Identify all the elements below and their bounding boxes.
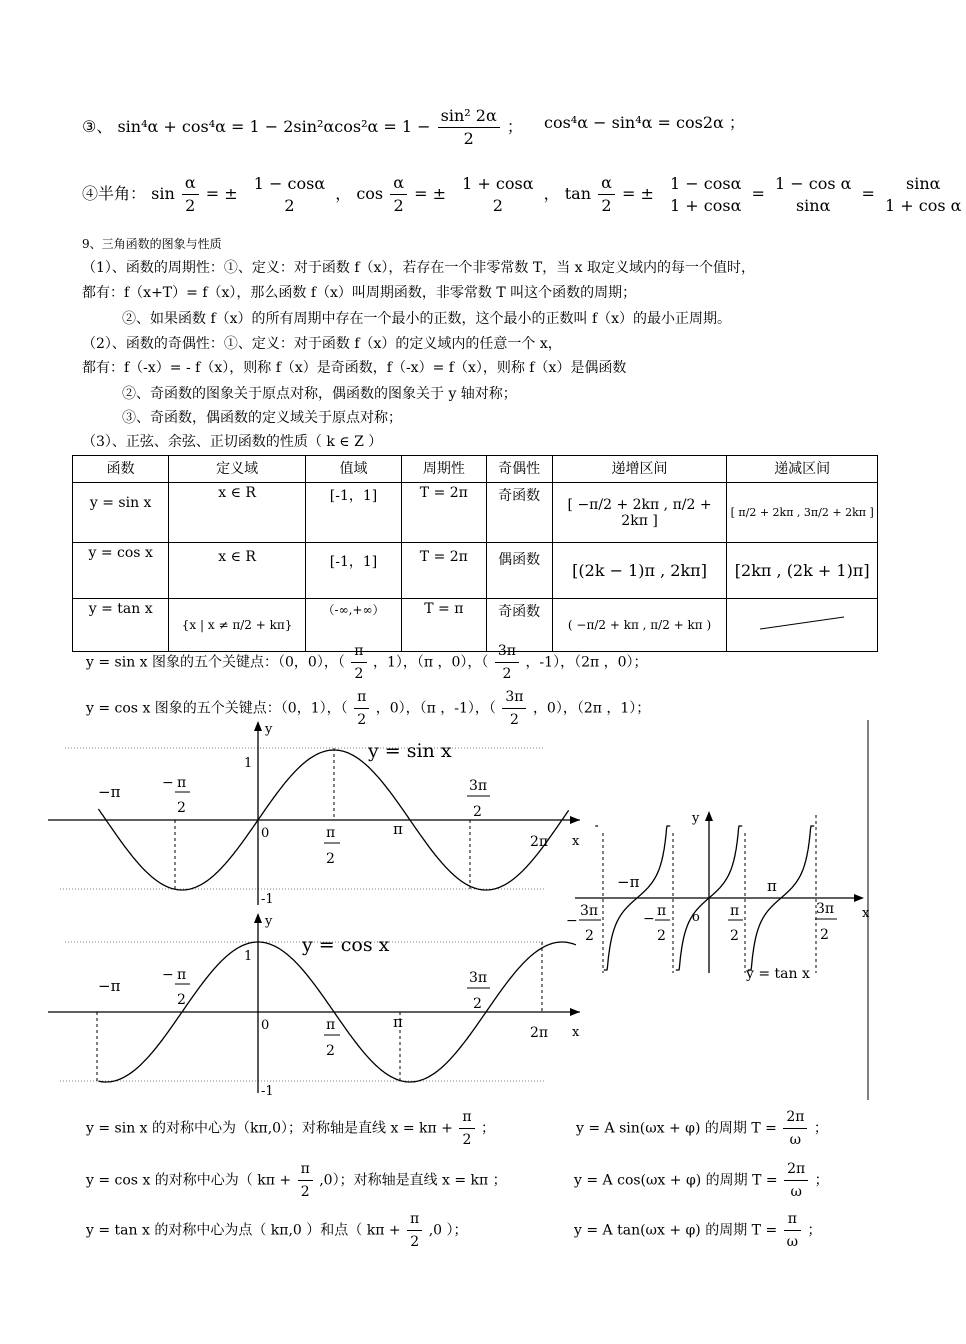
alpha: α	[393, 173, 405, 192]
sin-3pi-den: 2	[473, 804, 482, 820]
sin-zero-label: 0	[261, 826, 270, 841]
tan-neg-half-pi-den: 2	[657, 928, 666, 944]
tan-pi-label: π	[767, 877, 777, 895]
cell-range: [-1，1]	[305, 543, 401, 599]
three-pi: 3π	[505, 689, 524, 705]
pi: π	[357, 689, 367, 705]
cos-y-arrow	[254, 913, 262, 923]
sin-half-pi-den: 2	[326, 851, 335, 867]
eq: =	[751, 184, 765, 203]
sin-2pi-label: 2π	[530, 834, 549, 850]
cos-x-label: x	[572, 1025, 580, 1040]
table-row	[73, 543, 878, 599]
alpha: α	[601, 173, 612, 192]
two: 2	[407, 1230, 422, 1253]
sin-sym-text: y = sin x 的对称中心为（kπ,0）；对称轴是直线 x = kπ +	[86, 1120, 453, 1137]
frac-pi-2	[407, 1208, 422, 1253]
semi: ；	[807, 1222, 822, 1239]
formula-3-rhs: cos⁴α − sin⁴α = cos2α ；	[544, 113, 745, 132]
cos-zero-label: 0	[261, 1018, 270, 1033]
two: 2	[298, 1180, 313, 1203]
header-cell: 递减区间	[727, 456, 878, 483]
para-1: （1）、函数的周期性：①、定义：对于函数 f（x），若存在一个非零常数 T，当 x 取定义域内的每一个值时，	[82, 260, 756, 276]
cell-dec: [ π/2 + 2kπ , 3π/2 + 2kπ ]	[727, 483, 878, 543]
tan-title: y = tan x	[746, 966, 810, 982]
one-plus-cos: 1 + cosα	[462, 173, 534, 193]
two: 2	[390, 194, 407, 217]
two-pi: 2π	[787, 1161, 806, 1177]
two: 2	[492, 195, 503, 215]
cell-dec: [2kπ , (2k + 1)π]	[727, 543, 878, 599]
tan-period	[574, 1208, 822, 1253]
sin-neg-one-label: -1	[261, 892, 274, 907]
table-row	[73, 483, 878, 543]
tan-y-label: y	[692, 811, 700, 826]
pm: = ±	[622, 184, 654, 203]
formula-4-label: ④半角：	[82, 184, 147, 203]
omega: ω	[783, 1128, 807, 1151]
formula-3-label: ③、	[82, 117, 113, 136]
para-2: 都有：f（x+T）= f（x），那么函数 f（x）叫周期函数，非零常数 T 叫这个函数的周期；	[82, 285, 637, 301]
two: 2	[495, 662, 519, 685]
half-tan-rhs1	[667, 173, 744, 217]
tan-3pi-den: 2	[820, 927, 829, 943]
half-cos-rhs	[459, 173, 536, 217]
cos-pi-label: π	[393, 1013, 403, 1031]
sin-graph	[48, 721, 580, 907]
cell-domain: x ∈ R	[169, 483, 306, 543]
pm: = ±	[414, 184, 447, 203]
formula-3-den: 2	[438, 127, 500, 150]
cos-3pi-den: 2	[473, 996, 482, 1012]
cos-half-pi-den: 2	[326, 1043, 335, 1059]
comma: ，	[543, 184, 560, 203]
formula-4	[82, 172, 966, 217]
sin-symmetry	[86, 1106, 495, 1151]
cos-sym-b: ,0）；对称轴是直线 x = kπ ；	[319, 1172, 507, 1189]
tan-x-label: x	[862, 906, 870, 921]
two: 2	[459, 1128, 474, 1151]
cell-parity: 奇函数	[486, 599, 552, 652]
tan-sym-a: y = tan x 的对称中心为点（ kπ,0 ）和点（ kπ +	[86, 1222, 401, 1239]
cos-kp-b: ，0），（2π ，1）；	[532, 700, 651, 717]
para-8: （3）、正弦、余弦、正切函数的性质（ k ∈ Z ）	[82, 434, 383, 450]
tan-neg-3pi-den: 2	[585, 928, 594, 944]
header-cell: 定义域	[169, 456, 306, 483]
cos-neg-one-label: -1	[261, 1084, 274, 1099]
two: 2	[354, 708, 369, 731]
sin-kp-prefix: y = sin x 图象的五个关键点：（0，0），（	[86, 654, 345, 671]
two: 2	[598, 194, 615, 217]
pi: π	[787, 1211, 797, 1227]
cell-parity: 偶函数	[486, 543, 552, 599]
sin-neg-sign: −	[162, 775, 174, 791]
cos-neg-pi-label: −π	[98, 977, 121, 995]
cos-neg-half-pi-den: 2	[177, 992, 186, 1008]
cell-parity: 奇函数	[486, 483, 552, 543]
cos-one-label: 1	[244, 949, 253, 964]
frac-pi-2	[351, 640, 366, 685]
eq: =	[861, 184, 875, 203]
omega: ω	[784, 1230, 801, 1253]
tan-symmetry	[86, 1208, 468, 1253]
sin-x-arrow	[570, 816, 580, 824]
cell-inc: ( −π/2 + kπ , π/2 + kπ )	[552, 599, 727, 652]
sin-period-text: y = A sin(ωx + φ) 的周期 T =	[576, 1120, 777, 1137]
tan-y-arrow	[705, 811, 713, 821]
cos-period	[574, 1158, 829, 1203]
sin-keypoints	[86, 640, 648, 685]
two: 2	[502, 708, 526, 731]
header-cell: 值域	[305, 456, 401, 483]
formula-3	[82, 105, 523, 150]
cell-dec	[727, 599, 878, 652]
header-cell: 周期性	[402, 456, 486, 483]
cos-period-text: y = A cos(ωx + φ) 的周期 T =	[574, 1172, 778, 1189]
cos-sym-a: y = cos x 的对称中心为（ kπ +	[86, 1172, 292, 1189]
tan-neg-sign: −	[566, 913, 578, 929]
formula-3-lhs: sin⁴α + cos⁴α = 1 − 2sin²αcos²α = 1 −	[117, 117, 431, 136]
cell-period: T = 2π	[402, 543, 486, 599]
formula-3-sep: ；	[506, 117, 523, 136]
cos-title: y = cos x	[302, 934, 390, 956]
pi: π	[300, 1161, 310, 1177]
semi: ；	[813, 1120, 828, 1137]
cell-inc: [(2k − 1)π , 2kπ]	[552, 543, 727, 599]
cell-domain: x ∈ R	[169, 543, 306, 599]
half-sin-rhs	[251, 173, 328, 217]
two: 2	[182, 194, 199, 217]
two-pi: 2π	[786, 1109, 805, 1125]
cell-fn: y = sin x	[73, 483, 169, 543]
frac-pi-2	[298, 1158, 313, 1203]
sin-3pi-num: 3π	[469, 778, 488, 794]
half-sin-frac	[182, 172, 199, 217]
cell-fn: y = tan x	[73, 599, 169, 652]
semi: ；	[481, 1120, 496, 1137]
sin-half-pi-num: π	[326, 825, 336, 841]
one-plus-cos: 1 + cos α	[885, 195, 962, 215]
sin-kp-a: ，1），（π ，0），（	[372, 654, 489, 671]
tan-neg-3pi-num: 3π	[580, 903, 599, 919]
sin-y-label: y	[265, 722, 273, 737]
header-cell: 递增区间	[552, 456, 727, 483]
frac-2pi-omega	[783, 1106, 807, 1151]
half-tan-rhs2	[772, 173, 854, 217]
pi: π	[410, 1211, 420, 1227]
cos-3pi-num: 3π	[469, 970, 488, 986]
cell-period: T = 2π	[402, 483, 486, 543]
two: 2	[284, 195, 295, 215]
three-pi: 3π	[497, 643, 516, 659]
half-cos-frac	[390, 172, 407, 217]
two: 2	[351, 662, 366, 685]
frac-2pi-omega	[784, 1158, 808, 1203]
one-minus-cos: 1 − cosα	[253, 173, 326, 193]
tan-half-pi-num: π	[730, 903, 740, 919]
alpha: α	[184, 173, 196, 192]
cos-y-label: y	[265, 914, 273, 929]
half-sin-lhs: sin	[151, 184, 175, 203]
cos-kp-prefix: y = cos x 图象的五个关键点：（0，1），（	[86, 700, 348, 717]
frac-pi-omega	[784, 1208, 801, 1253]
tan-neg-pi-label: −π	[617, 873, 640, 891]
cos-neg-sign: −	[162, 967, 174, 983]
sin-x-label: x	[572, 834, 580, 849]
cell-fn: y = cos x	[73, 543, 169, 599]
sin-alpha: sinα	[795, 195, 831, 215]
cos-half-pi-num: π	[326, 1017, 336, 1033]
tan-sym-b: ,0 ）；	[428, 1222, 468, 1239]
decreasing-line-mark	[752, 611, 852, 635]
header-cell: 奇偶性	[486, 456, 552, 483]
one-minus-cos: 1 − cos α	[774, 173, 852, 193]
pi: π	[354, 643, 364, 659]
cell-range: （-∞,+∞）	[305, 599, 401, 652]
table-header-row	[73, 456, 878, 483]
para-7: ③、奇函数，偶函数的定义域关于原点对称；	[122, 410, 402, 426]
para-5: 都有：f（-x）= - f（x），则称 f（x）是奇函数，f（-x）= f（x），则称 f（x）是偶函数	[82, 360, 627, 376]
sin-neg-pi-label: −π	[98, 783, 121, 801]
sin-neg-half-pi-num: π	[177, 775, 187, 791]
sin-kp-b: ，-1），（2π ，0）；	[525, 654, 648, 671]
sin-y-arrow	[254, 721, 262, 731]
formula-3-num: sin² 2α	[440, 106, 497, 125]
omega: ω	[784, 1180, 808, 1203]
cos-graph	[48, 913, 580, 1099]
section-heading: 9、三角函数的图象与性质	[82, 237, 222, 251]
trig-graphs	[0, 715, 950, 1100]
semi: ；	[814, 1172, 829, 1189]
half-tan-frac	[598, 172, 615, 217]
tan-neg-sign: −	[643, 911, 655, 927]
tan-period-text: y = A tan(ωx + φ) 的周期 T =	[574, 1222, 778, 1239]
comma: ，	[335, 184, 352, 203]
tan-neg-half-pi-num: π	[657, 903, 667, 919]
sin-title: y = sin x	[368, 740, 452, 762]
pm: = ±	[205, 184, 238, 203]
frac-pi-2	[459, 1106, 474, 1151]
cell-period: T = π	[402, 599, 486, 652]
tan-half-pi-den: 2	[730, 928, 739, 944]
header-cell: 函数	[73, 456, 169, 483]
tan-3pi-num: 3π	[816, 901, 835, 917]
cell-inc: [ −π/2 + 2kπ , π/2 + 2kπ ]	[552, 483, 727, 543]
cos-x-arrow	[570, 1008, 580, 1016]
half-tan-rhs3	[882, 173, 964, 217]
para-4: （2）、函数的奇偶性：①、定义：对于函数 f（x）的定义域内的任意一个 x，	[82, 336, 562, 352]
cos-neg-half-pi-num: π	[177, 967, 187, 983]
cell-range: [-1，1]	[305, 483, 401, 543]
cell-domain: {x | x ≠ π/2 + kπ}	[169, 599, 306, 652]
para-3: ②、如果函数 f（x）的所有周期中存在一个最小的正数，这个最小的正数叫 f（x）的最小正周期。	[122, 311, 732, 327]
one-minus-cos: 1 − cosα	[670, 173, 742, 193]
sin-period	[576, 1106, 828, 1151]
pi: π	[462, 1109, 472, 1125]
sin-pi-label: π	[393, 820, 403, 838]
tan-x-arrow	[854, 894, 864, 902]
one-plus-cos: 1 + cosα	[670, 195, 742, 215]
half-tan-lhs: tan	[564, 184, 591, 203]
formula-3-fraction	[438, 105, 500, 150]
tan-origin-label: o	[692, 910, 700, 925]
tan-graph	[566, 811, 870, 982]
para-6: ②、奇函数的图象关于原点对称，偶函数的图象关于 y 轴对称；	[122, 386, 517, 402]
sin-neg-half-pi-den: 2	[177, 800, 186, 816]
properties-table	[72, 455, 878, 652]
cos-2pi-label: 2π	[530, 1025, 549, 1041]
half-cos-lhs: cos	[356, 184, 384, 203]
frac-3pi-2	[495, 640, 519, 685]
sin-alpha: sinα	[906, 173, 941, 193]
cos-kp-a: ，0），（π ，-1），（	[375, 700, 496, 717]
sin-one-label: 1	[244, 756, 253, 771]
cos-symmetry	[86, 1158, 507, 1203]
